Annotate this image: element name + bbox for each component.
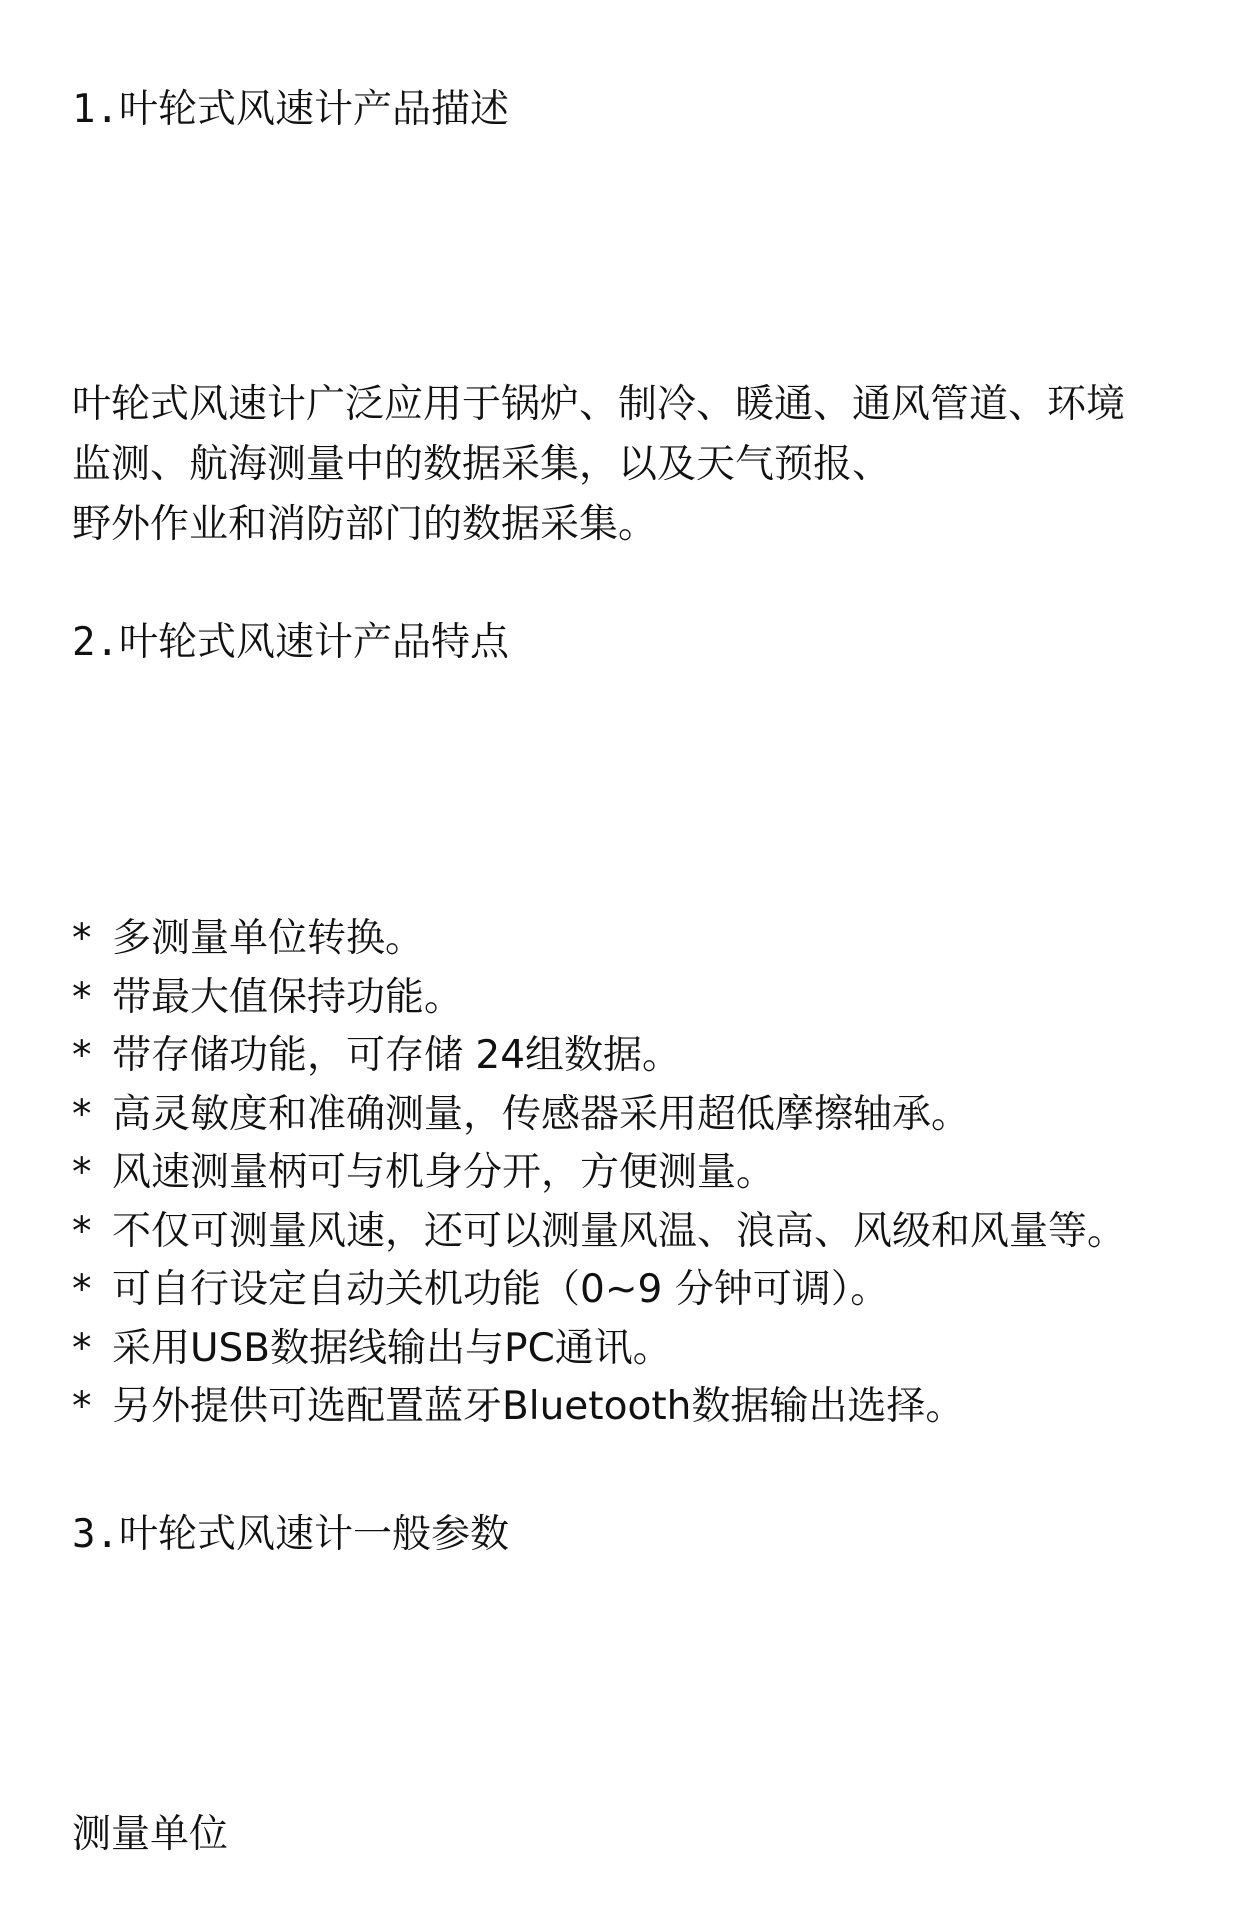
feature-text: 另外提供可选配置蓝牙Bluetooth数据输出选择。 [112,1384,965,1429]
bullet-marker: * [72,1267,92,1312]
list-item [72,1261,1126,1320]
bullet-marker: * [72,1091,92,1137]
bullet-marker: * [72,916,92,961]
feature-text: 采用USB数据线输出与PC通讯。 [112,1325,672,1371]
feature-text: 风速测量柄可与机身分开，方便测量。 [112,1150,776,1195]
section-heading-description: 1.叶轮式风速计产品描述 [72,87,509,132]
list-item [72,1144,1126,1203]
list-item [72,1203,1126,1262]
bullet-marker: * [72,1384,92,1429]
features-list [72,910,1126,1437]
bullet-marker: * [72,974,92,1020]
description-line-3: 野外作业和消防部门的数据采集。 [72,502,658,547]
section-heading-features: 2.叶轮式风速计产品特点 [72,620,509,665]
bullet-marker: * [72,1208,92,1254]
list-item [72,1320,1126,1379]
bullet-marker: * [72,1033,92,1078]
measurement-units-label: 测量单位 [72,1812,229,1857]
feature-text: 带存储功能，可存储 24组数据。 [112,1033,682,1078]
list-item [72,1378,1126,1437]
feature-text: 高灵敏度和准确测量，传感器采用超低摩擦轴承。 [112,1091,971,1137]
list-item [72,910,1126,969]
list-item [72,969,1126,1028]
list-item [72,1027,1126,1086]
bullet-marker: * [72,1150,92,1195]
section-heading-params: 3.叶轮式风速计一般参数 [72,1512,509,1557]
feature-text: 可自行设定自动关机功能（0~9 分钟可调）。 [112,1267,890,1312]
description-line-1: 叶轮式风速计广泛应用于锅炉、制冷、暖通、通风管道、环境 [72,382,1126,427]
bullet-marker: * [72,1325,92,1371]
feature-text: 多测量单位转换。 [112,916,425,961]
description-line-2: 监测、航海测量中的数据采集，以及天气预报、 [72,442,892,487]
feature-text: 不仅可测量风速，还可以测量风温、浪高、风级和风量等。 [112,1208,1127,1254]
feature-text: 带最大值保持功能。 [112,974,464,1020]
list-item [72,1086,1126,1145]
